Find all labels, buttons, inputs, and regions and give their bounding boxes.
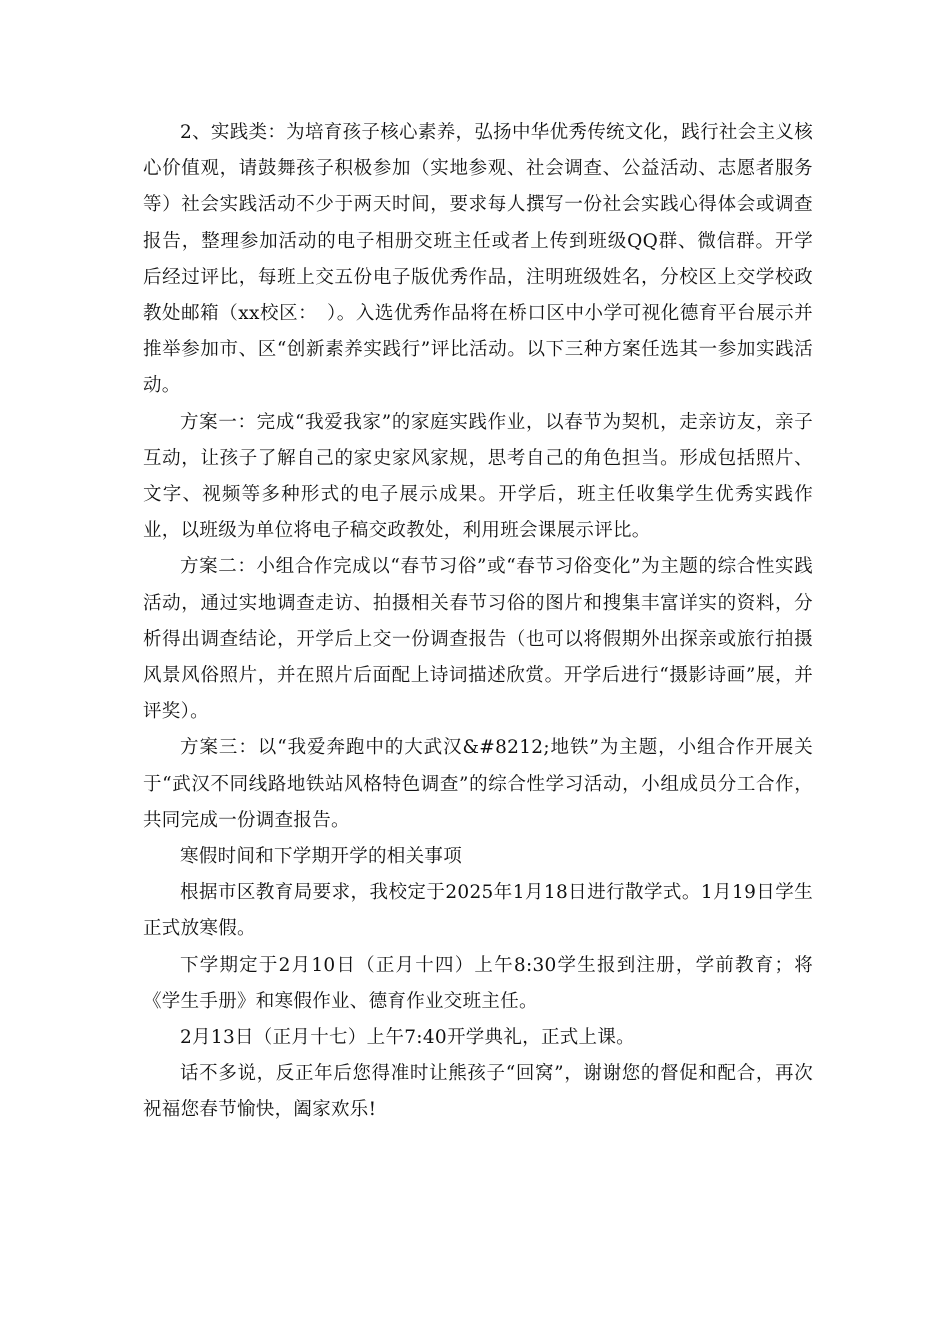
section-heading-winter-break: 寒假时间和下学期开学的相关事项 (180, 846, 463, 868)
document-body (143, 115, 813, 1129)
paragraph-plan-three: 方案三：以“我爱奔跑中的大武汉&#8212;地铁”为主题，小组合作开展关于“武汉不同线路地铁站风格特色调查”的综合性学习活动，小组成员分工合作，共同完成一份调查报告。 (143, 737, 813, 831)
paragraph-dismissal-date: 根据市区教育局要求，我校定于2025年1月18日进行散学式。1月19日学生正式放寒假。 (143, 882, 813, 940)
paragraph-practice-category: 2、实践类：为培育孩子核心素养，弘扬中华优秀传统文化，践行社会主义核心价值观，请鼓舞孩子积极参加（实地参观、社会调查、公益活动、志愿者服务等）社会实践活动不少于两天时间，要求每人撰写一份社会实践心得体会或调查报告，整理参加活动的电子相册交班主任或者上传到班级QQ群、微信群。开学后经过评比，每班上交五份电子版优秀作品，注明班级姓名，分校区上交学校政教处邮箱（xx校区： ）。入选优秀作品将在桥口区中小学可视化德育平台展示并推举参加市、区“创新素养实践行”评比活动。以下三种方案任选其一参加实践活动。 (143, 122, 813, 397)
paragraph-opening-ceremony: 2月13日（正月十七）上午7:40开学典礼，正式上课。 (180, 1027, 635, 1049)
paragraph-plan-two: 方案二：小组合作完成以“春节习俗”或“春节习俗变化”为主题的综合性实践活动，通过实地调查走访、拍摄相关春节习俗的图片和搜集丰富详实的资料，分析得出调查结论，开学后上交一份调查报告（也可以将假期外出探亲或旅行拍摄风景风俗照片，并在照片后面配上诗词描述欣赏。开学后进行“摄影诗画”展，并评奖）。 (143, 556, 813, 723)
paragraph-closing-wishes: 话不多说，反正年后您得准时让熊孩子“回窝”，谢谢您的督促和配合，再次祝福您春节愉快，阖家欢乐! (143, 1063, 813, 1121)
paragraph-registration: 下学期定于2月10日（正月十四）上午8:30学生报到注册，学前教育；将《学生手册》和寒假作业、德育作业交班主任。 (143, 954, 813, 1012)
paragraph-plan-one: 方案一：完成“我爱我家”的家庭实践作业，以春节为契机，走亲访友，亲子互动，让孩子了解自己的家史家风家规，思考自己的角色担当。形成包括照片、文字、视频等多种形式的电子展示成果。开学后，班主任收集学生优秀实践作业，以班级为单位将电子稿交政教处，利用班会课展示评比。 (143, 411, 813, 542)
